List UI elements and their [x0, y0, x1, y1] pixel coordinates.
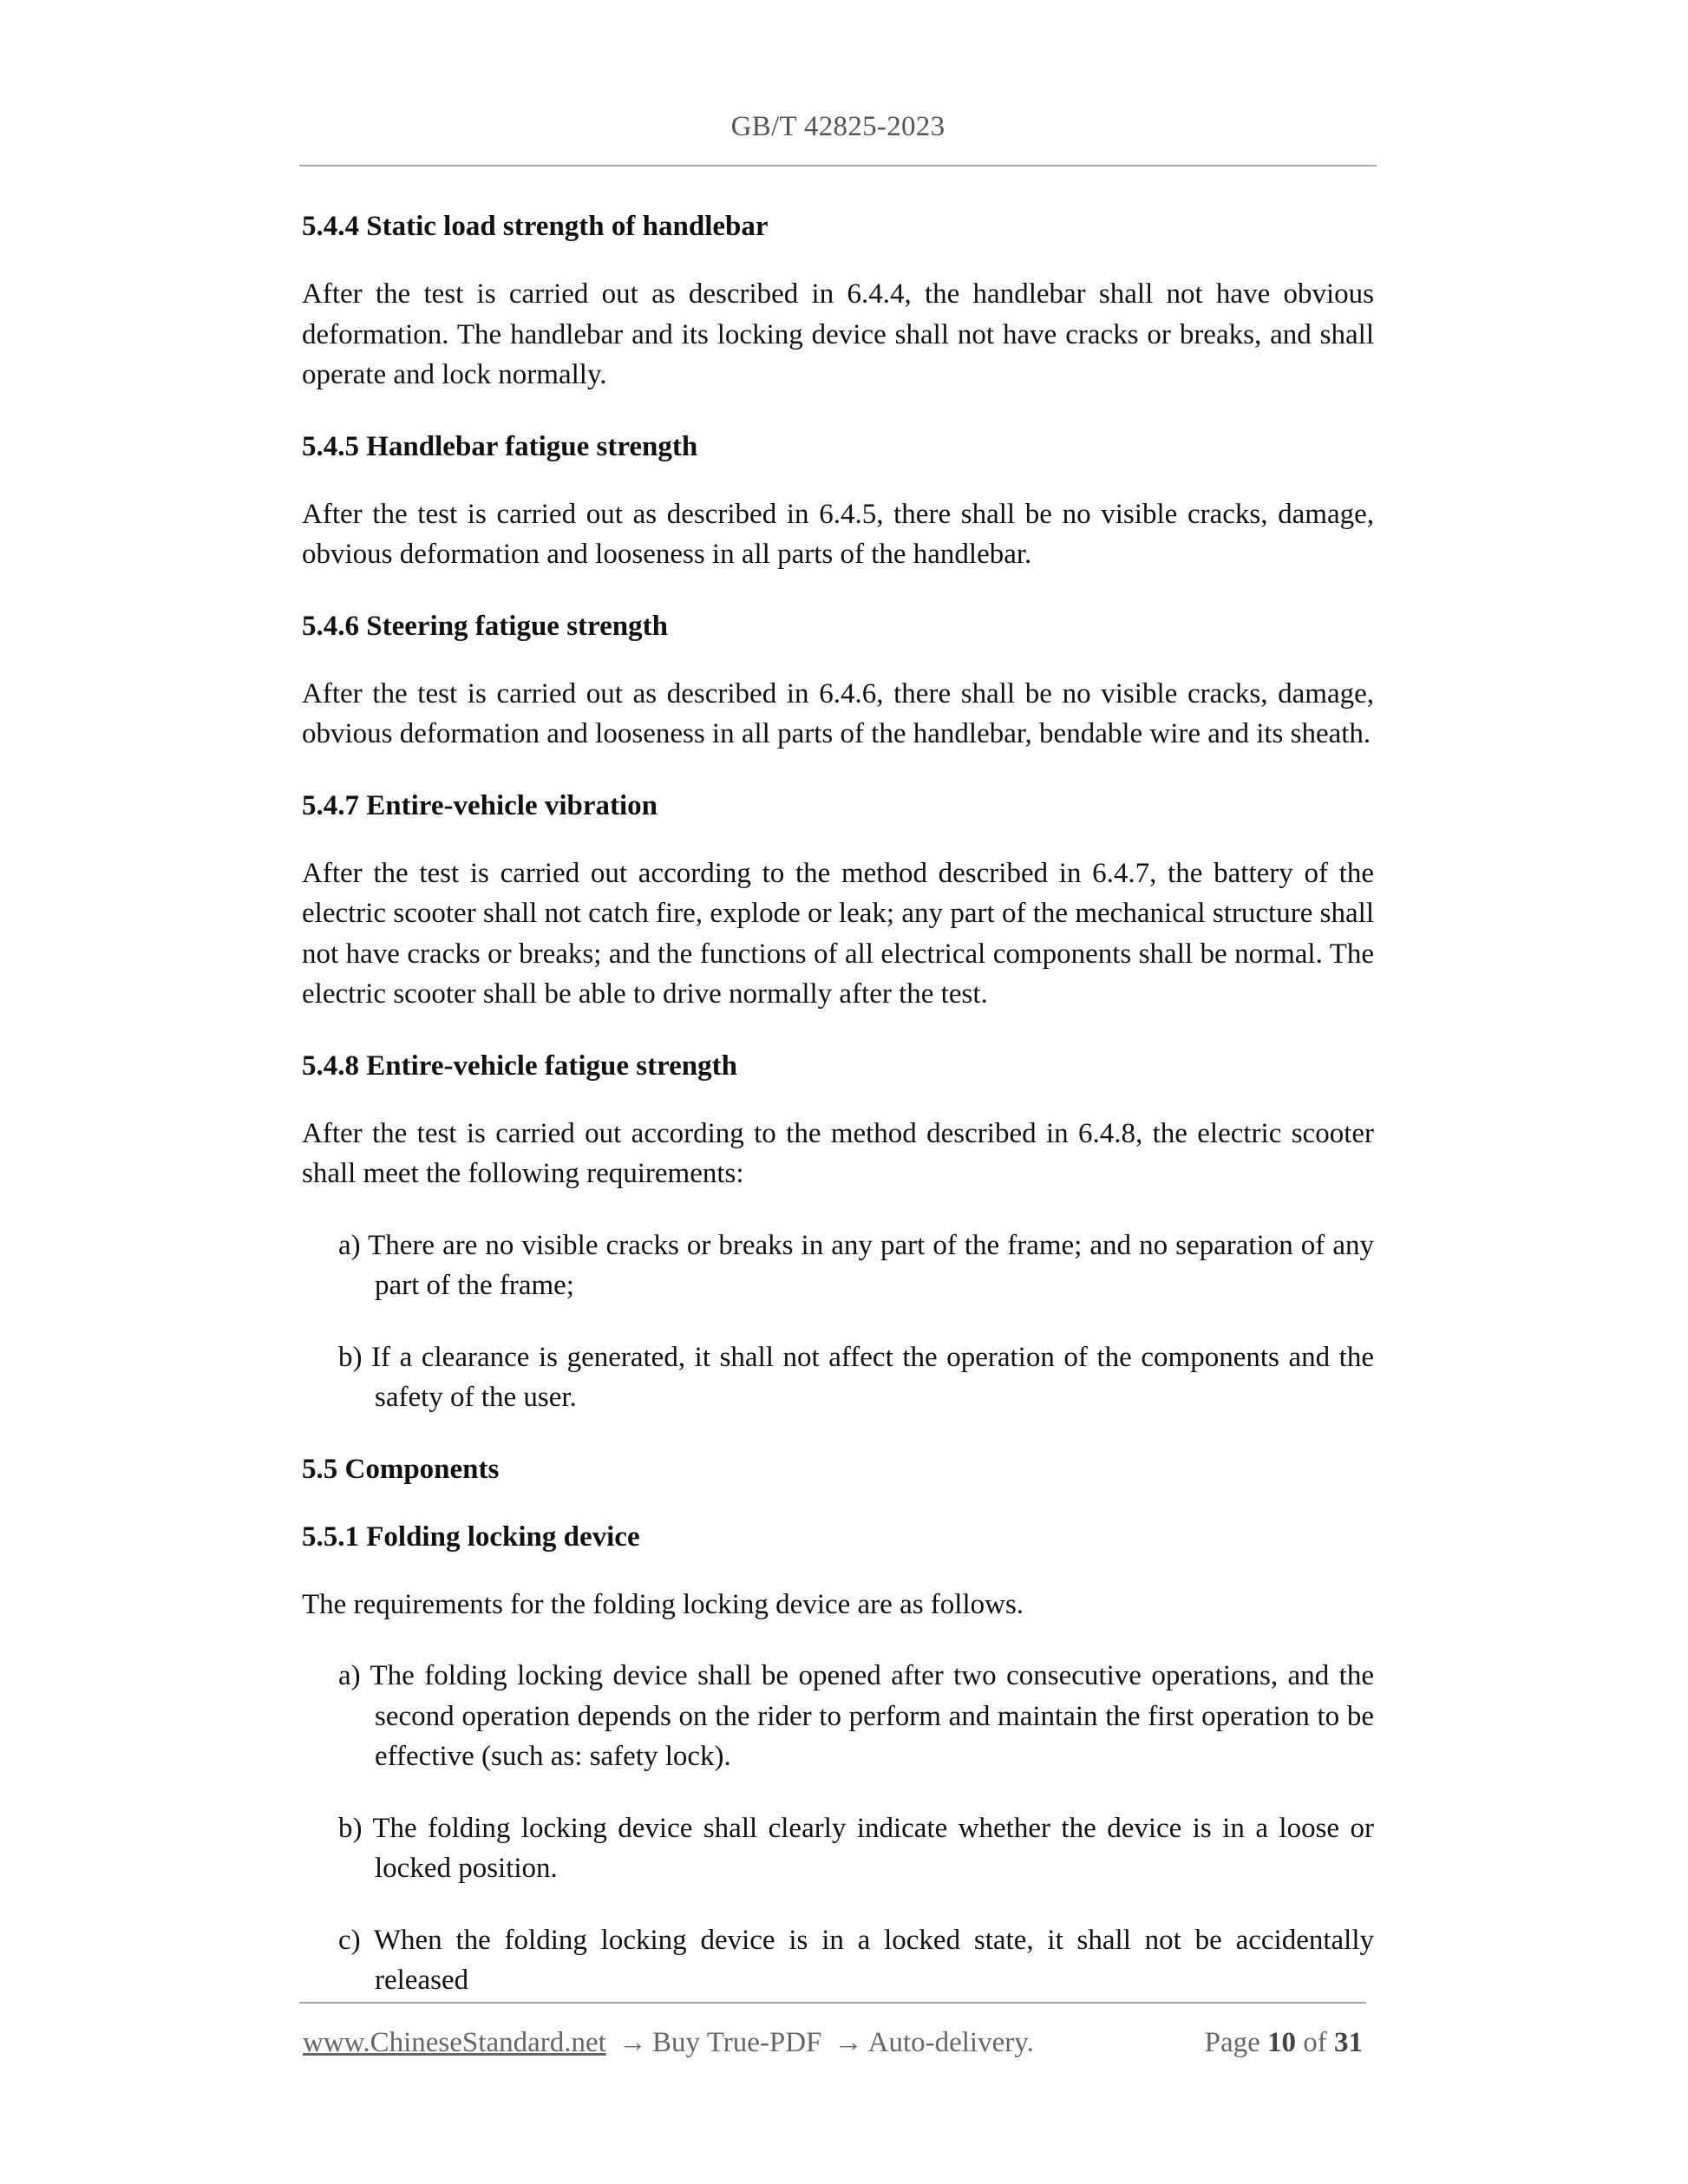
page-of-label: of: [1303, 2027, 1327, 2058]
section-body-5-4-8: After the test is carried out according to the method described in 6.4.8, the electric scooter shall meet the following requirements:: [302, 1117, 1374, 1189]
section-body-5-4-4: After the test is carried out as described in 6.4.4, the handlebar shall not have obvious deformation. The handlebar and its locking device shall not have cracks or breaks, and shall operate and lock normally.: [302, 278, 1374, 390]
section-heading-5-4-5: 5.4.5 Handlebar fatigue strength: [302, 430, 698, 462]
page-total: 31: [1334, 2027, 1363, 2058]
document-body: [302, 206, 1374, 2032]
page-label: Page: [1204, 2027, 1260, 2058]
arrow-right-icon: →: [618, 2027, 648, 2058]
standard-id: GB/T 42825-2023: [730, 111, 945, 142]
section-heading-5-4-4: 5.4.4 Static load strength of handlebar: [302, 211, 769, 242]
page-header: [299, 106, 1377, 167]
page-footer: [299, 2002, 1366, 2073]
arrow-right-icon: →: [834, 2027, 863, 2058]
page-number: [1205, 2023, 1363, 2063]
section-heading-5-4-8: 5.4.8 Entire-vehicle fatigue strength: [302, 1049, 737, 1082]
section-heading-5-5: 5.5 Components: [302, 1453, 500, 1485]
section-body-5-5-1: The requirements for the folding locking device are as follows.: [302, 1588, 1024, 1620]
site-link[interactable]: www.ChineseStandard.net: [303, 2027, 606, 2058]
auto-delivery-text: Auto-delivery.: [867, 2027, 1034, 2058]
list-item: b) The folding locking device shall clearly indicate whether the device is in a loose or locked position.: [338, 1812, 1374, 1884]
section-body-5-4-5: After the test is carried out as described in 6.4.5, there shall be no visible cracks, damage, obvious deformation and looseness in all parts of the handlebar.: [302, 498, 1374, 570]
section-heading-5-4-7: 5.4.7 Entire-vehicle vibration: [302, 789, 658, 821]
list-item: b) If a clearance is generated, it shall not affect the operation of the components and the safety of the user.: [338, 1341, 1374, 1413]
list-item: a) There are no visible cracks or breaks in any part of the frame; and no separation of any part of the frame;: [338, 1229, 1374, 1301]
page-current: 10: [1267, 2027, 1296, 2058]
footer-links: [303, 2023, 1034, 2063]
section-body-5-4-6: After the test is carried out as described in 6.4.6, there shall be no visible cracks, damage, obvious deformation and looseness in all parts of the handlebar, bendable wire and its sheath.: [302, 677, 1374, 749]
list-item: a) The folding locking device shall be opened after two consecutive operations, and the second operation depends on the rider to perform and maintain the first operation to be effective (such as: safety lock).: [338, 1660, 1374, 1772]
section-heading-5-4-6: 5.4.6 Steering fatigue strength: [302, 610, 668, 642]
buy-true-pdf-text: Buy True-PDF: [652, 2027, 822, 2058]
section-body-5-4-7: After the test is carried out according to the method described in 6.4.7, the battery of the electric scooter shall not catch fire, explode or leak; any part of the mechanical structure shall not have cracks or breaks; and the functions of all electrical components shall be normal. The electric scooter shall be able to drive normally after the test.: [302, 857, 1374, 1010]
list-item: c) When the folding locking device is in a locked state, it shall not be accidentally released: [338, 1924, 1374, 1996]
section-heading-5-5-1: 5.5.1 Folding locking device: [302, 1520, 640, 1553]
